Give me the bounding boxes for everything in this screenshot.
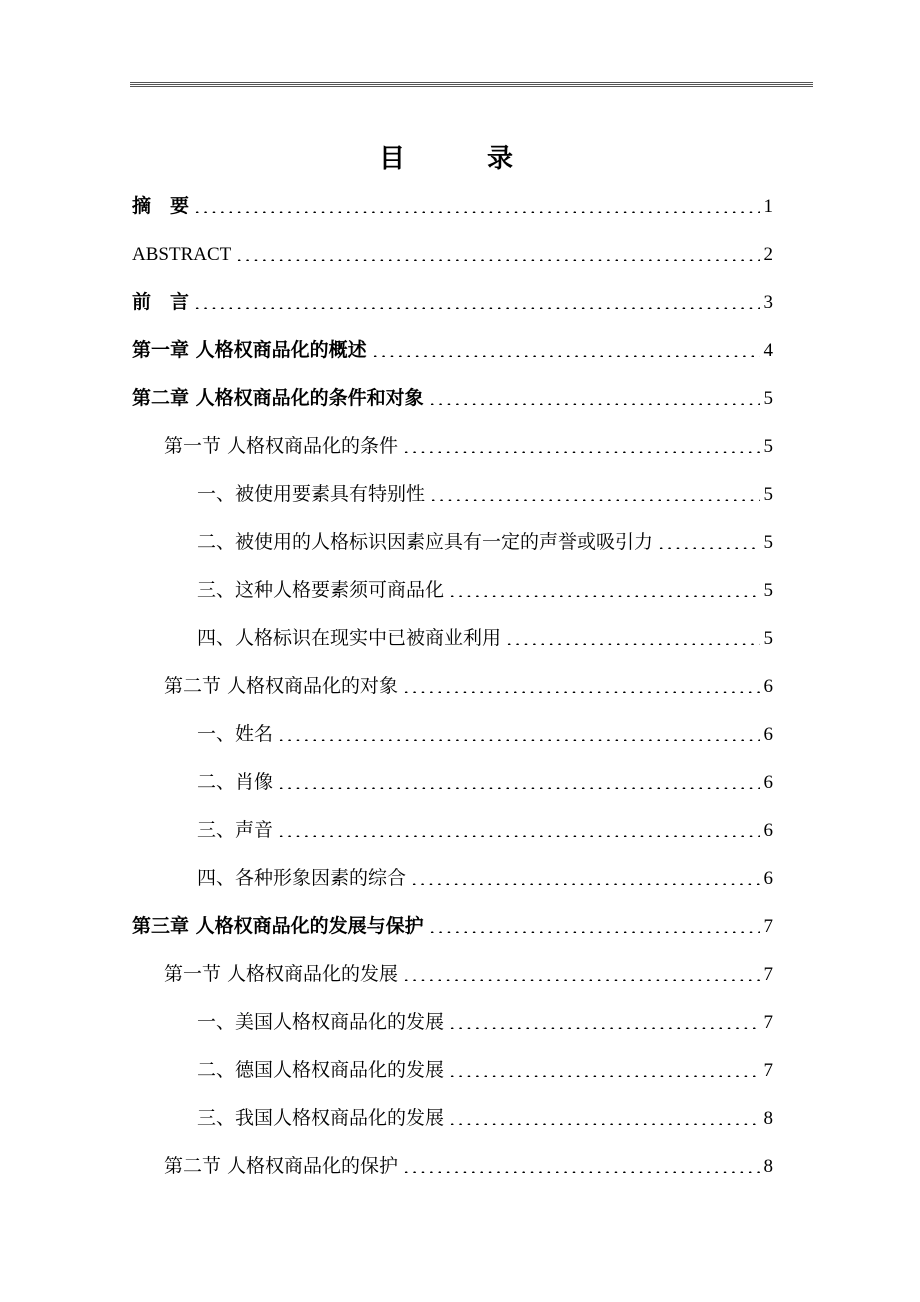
toc-entry-page: 7 [763, 964, 773, 985]
toc-leader-dots [371, 355, 760, 357]
toc-leader-dots [402, 451, 759, 453]
toc-entry[interactable] [197, 518, 773, 552]
toc-entry[interactable] [132, 374, 773, 408]
toc-entry-label: 第一章 人格权商品化的概述 [132, 339, 367, 361]
toc-entry[interactable] [164, 1142, 773, 1176]
toc-entry[interactable] [164, 950, 773, 984]
toc-entry-label: 摘 要 [132, 195, 190, 217]
toc-entry[interactable] [197, 470, 773, 504]
toc-entry-page: 5 [763, 436, 773, 457]
toc-entry[interactable] [197, 806, 773, 840]
toc-entry-page: 6 [763, 820, 773, 841]
toc-entry-label: 二、被使用的人格标识因素应具有一定的声誉或吸引力 [197, 531, 654, 553]
toc-entry-label: 三、这种人格要素须可商品化 [197, 579, 445, 601]
toc-entry-label: 四、各种形象因素的综合 [197, 867, 407, 889]
toc-entry-label: 二、德国人格权商品化的发展 [197, 1059, 445, 1081]
toc-entry[interactable] [164, 422, 773, 456]
toc-leader-dots [657, 547, 759, 549]
toc-leader-dots [277, 835, 759, 837]
toc-leader-dots [193, 307, 759, 309]
toc-entry[interactable] [132, 278, 773, 312]
toc-leader-dots [505, 643, 759, 645]
toc-entry-label: ABSTRACT [132, 244, 232, 265]
toc-entry-label: 第一节 人格权商品化的条件 [164, 435, 399, 457]
toc-entry-page: 7 [763, 916, 773, 937]
toc-leader-dots [448, 1123, 759, 1125]
toc-entry-label: 第二章 人格权商品化的条件和对象 [132, 387, 424, 409]
toc-entry[interactable] [197, 758, 773, 792]
toc-entry[interactable] [197, 854, 773, 888]
toc-leader-dots [448, 1027, 759, 1029]
toc-leader-dots [277, 787, 759, 789]
toc-entry-page: 3 [763, 292, 773, 313]
toc-entry[interactable] [197, 1094, 773, 1128]
toc-entry-page: 6 [763, 772, 773, 793]
toc-leader-dots [193, 211, 759, 213]
toc-entry-page: 7 [763, 1012, 773, 1033]
toc-entry-page: 6 [763, 676, 773, 697]
toc-entry-label: 前 言 [132, 291, 190, 313]
toc-leader-dots [428, 931, 760, 933]
toc-entry-page: 6 [763, 724, 773, 745]
toc-entry-label: 第三章 人格权商品化的发展与保护 [132, 915, 424, 937]
toc-leader-dots [277, 739, 759, 741]
toc-entry[interactable] [132, 902, 773, 936]
toc-leader-dots [448, 1075, 759, 1077]
toc-entry[interactable] [197, 998, 773, 1032]
toc-entry[interactable] [197, 614, 773, 648]
toc-leader-dots [448, 595, 759, 597]
toc-entry-label: 三、我国人格权商品化的发展 [197, 1107, 445, 1129]
toc-entry-label: 一、姓名 [197, 723, 274, 745]
toc-entry-page: 8 [763, 1156, 773, 1177]
toc-leader-dots [402, 979, 759, 981]
toc-entry-page: 1 [763, 196, 773, 217]
toc-entry-page: 5 [763, 532, 773, 553]
toc-entry[interactable] [197, 710, 773, 744]
toc-entry[interactable] [132, 230, 773, 264]
toc-entry-label: 三、声音 [197, 819, 274, 841]
toc-entry-page: 7 [763, 1060, 773, 1081]
toc-entry[interactable] [197, 566, 773, 600]
toc-entry-label: 一、被使用要素具有特别性 [197, 483, 426, 505]
toc-entry-label: 四、人格标识在现实中已被商业利用 [197, 627, 502, 649]
toc-leader-dots [429, 499, 759, 501]
toc-entry-label: 二、肖像 [197, 771, 274, 793]
toc-leader-dots [402, 691, 759, 693]
toc-entry-label: 一、美国人格权商品化的发展 [197, 1011, 445, 1033]
toc-entry[interactable] [132, 182, 773, 216]
toc-leader-dots [235, 259, 759, 261]
toc-entry-page: 5 [763, 484, 773, 505]
toc-entry-label: 第二节 人格权商品化的保护 [164, 1155, 399, 1177]
toc-entry-page: 6 [763, 868, 773, 889]
toc-title: 目 录 [378, 144, 541, 174]
toc-entry-page: 5 [763, 388, 773, 409]
toc-entry-page: 5 [763, 580, 773, 601]
toc-entry-page: 2 [763, 244, 773, 265]
toc-entry[interactable] [197, 1046, 773, 1080]
toc-entry-page: 8 [763, 1108, 773, 1129]
header-rule [130, 82, 813, 88]
toc-leader-dots [410, 883, 759, 885]
toc-entry[interactable] [164, 662, 773, 696]
toc-entry-label: 第一节 人格权商品化的发展 [164, 963, 399, 985]
toc-entry-page: 5 [763, 628, 773, 649]
toc-entry-label: 第二节 人格权商品化的对象 [164, 675, 399, 697]
toc-leader-dots [428, 403, 760, 405]
toc-entry[interactable] [132, 326, 773, 360]
toc-entry-page: 4 [763, 340, 773, 361]
toc-leader-dots [402, 1171, 759, 1173]
